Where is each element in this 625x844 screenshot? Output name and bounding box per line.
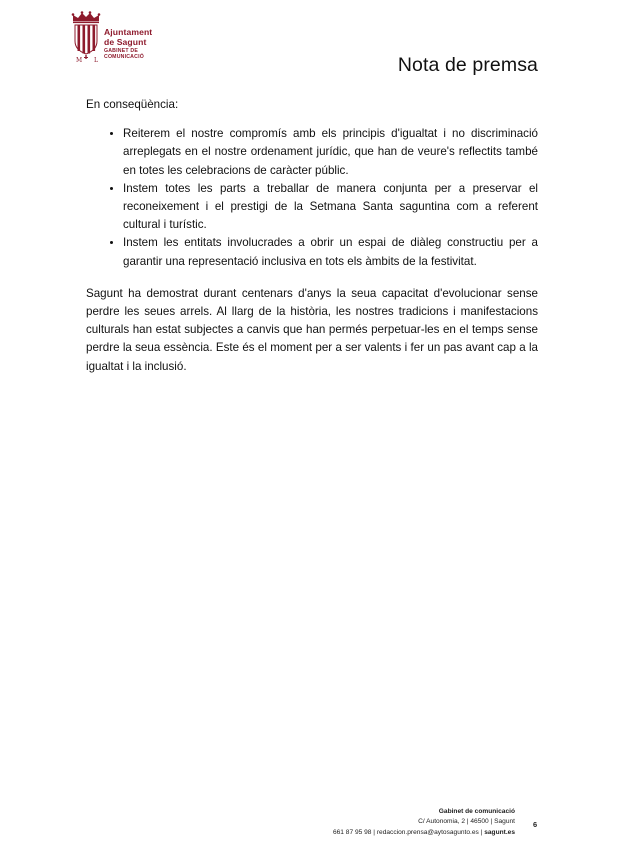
footer-address: C/ Autonomia, 2 | 46500 | Sagunt — [418, 818, 515, 826]
logo-line-ajuntament: Ajuntament — [104, 27, 153, 37]
logo-sub-comunicacio: COMUNICACIÓ — [104, 53, 144, 60]
page-footer — [333, 807, 515, 838]
page-number: 6 — [533, 820, 538, 829]
footer-org: Gabinet de comunicació — [438, 808, 515, 815]
footer-contact: 661 87 95 98 | redaccion.prensa@aytosagunto.es | — [332, 828, 485, 836]
logo-wordmark — [104, 28, 152, 60]
intro-paragraph: En conseqüència: — [86, 98, 179, 111]
logo-monogram-left: M — [76, 57, 83, 64]
logo-monogram-right: L — [94, 57, 98, 64]
list-item: • Instem les entitats involucrades a obrir un espai de diàleg constructiu per a garantir una representació inclusiva en tots els àmbits de la festivitat. — [123, 234, 538, 270]
list-item: • Reiterem el nostre compromís amb els principis d'igualtat i no discriminació arreplegats en el nostre ordenament jurídic, que han de veure's reflectits també en totes les celebracions de caràcter públic. — [123, 125, 538, 180]
logo-sub-gabinet: GABINET DE — [104, 48, 138, 55]
document-title: Nota de premsa — [397, 54, 538, 76]
commitments-list — [86, 125, 538, 271]
footer-website-link[interactable]: sagunt.es — [484, 828, 515, 836]
list-item: • Instem totes les parts a treballar de manera conjunta per a preservar el reconeixement i el prestigi de la Setmana Santa saguntina com a referent cultural i turístic. — [123, 180, 538, 235]
logo-line-de-sagunt: de Sagunt — [104, 36, 147, 47]
coat-of-arms-icon — [70, 11, 102, 59]
closing-paragraph: Sagunt ha demostrat durant centenars d'anys la seua capacitat d'evolucionar sense perdre les seues arrels. Al llarg de la història, les nostres tradicions i manifestacions culturals han estat subjectes a canvis que han permés perpetuar-les en el temps sense perdre la seua essència. Este és el moment per a ser valents i fer un pas avant cap a la igualtat i la inclusió. — [86, 286, 538, 373]
ajuntament-logo — [70, 11, 170, 67]
document-body — [86, 96, 538, 376]
